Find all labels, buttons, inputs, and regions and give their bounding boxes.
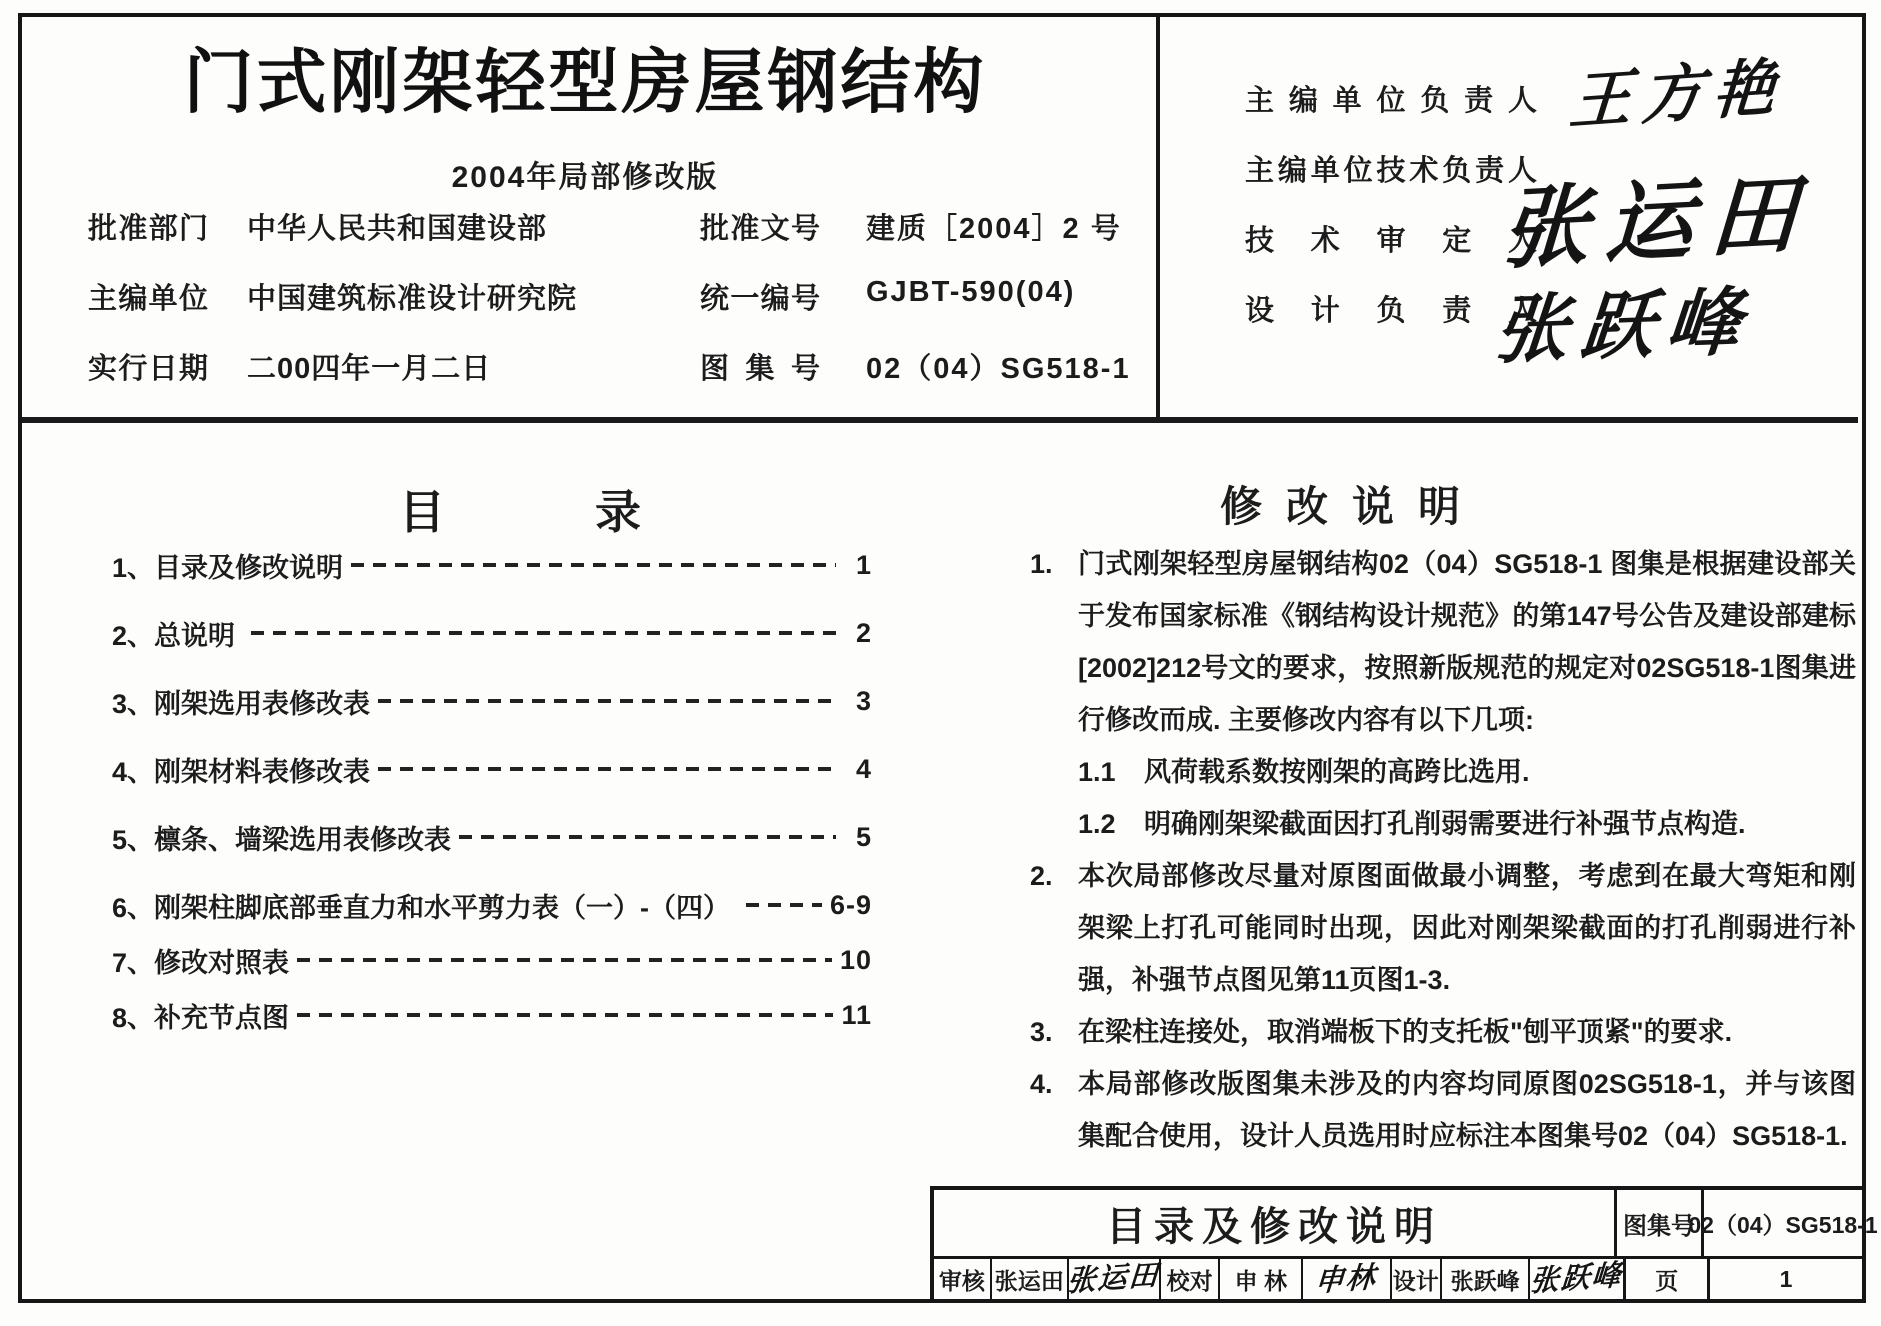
note-text: 明确刚架梁截面因打孔削弱需要进行补强节点构造. xyxy=(1144,809,1746,839)
note-item xyxy=(1030,1006,1856,1058)
review-name: 张跃峰 xyxy=(1440,1259,1529,1299)
titleblock-review-row xyxy=(934,1256,1862,1299)
titleblock-page-label: 页 xyxy=(1623,1259,1707,1299)
chief-unit-tech-head-label: 主编单位技术负责人 xyxy=(1245,155,1537,187)
toc-page-number: 10 xyxy=(839,944,872,975)
toc-leader xyxy=(351,563,836,567)
design-head-label: 设计负责人 xyxy=(1245,295,1537,327)
note-number: 1.1 xyxy=(1078,757,1116,787)
toc-title-char-2: 录 xyxy=(595,486,641,538)
toc-leader xyxy=(746,903,822,907)
toc-title xyxy=(260,476,780,542)
toc-item-label: 8、补充节点图 xyxy=(112,1002,290,1033)
titleblock-page-number: 1 xyxy=(1707,1259,1862,1299)
toc-leader xyxy=(378,767,836,771)
toc-item xyxy=(112,752,872,786)
unified-no-value: GJBT-590(04) xyxy=(866,276,1076,308)
toc-item-label: 3、刚架选用表修改表 xyxy=(112,688,371,719)
review-name: 申 林 xyxy=(1218,1259,1301,1299)
toc-page-number: 4 xyxy=(855,753,872,784)
info-row-date xyxy=(0,346,1156,386)
review-role: 设计 xyxy=(1390,1259,1440,1299)
review-name: 张运田 xyxy=(990,1259,1067,1299)
review-role: 审核 xyxy=(938,1267,985,1294)
toc-page-number: 1 xyxy=(855,549,872,580)
note-text: 本局部修改版图集未涉及的内容均同原图02SG518-1，并与该图集配合使用，设计人员选用时应标注本图集号02（04）SG518-1. xyxy=(1078,1069,1856,1151)
note-number: 3. xyxy=(1030,1017,1053,1047)
review-signature: 张跃峰 xyxy=(1529,1256,1625,1298)
toc-item xyxy=(112,943,872,977)
toc-item xyxy=(112,820,872,854)
note-item xyxy=(1030,1058,1856,1162)
note-text: 在梁柱连接处，取消端板下的支托板"刨平顶紧"的要求. xyxy=(1078,1017,1733,1047)
toc-leader xyxy=(297,1013,833,1017)
header-separator-rule xyxy=(22,417,1858,423)
chief-editor-label: 主编单位 xyxy=(88,283,208,315)
toc-page-number: 2 xyxy=(855,617,872,648)
chief-unit-head-label: 主编单位负责人 xyxy=(1245,85,1537,117)
info-row-editor xyxy=(0,276,1156,316)
chief-editor-value: 中国建筑标准设计研究院 xyxy=(247,283,578,315)
approval-doc-no-value: 建质［2004］2 号 xyxy=(866,213,1122,245)
toc-item xyxy=(112,888,872,922)
header-vertical-divider xyxy=(1156,17,1160,418)
toc-leader xyxy=(297,958,832,962)
sheet-title: 目录及修改说明 xyxy=(1106,1204,1442,1249)
review-role: 校对 xyxy=(1159,1259,1219,1299)
toc-item xyxy=(112,998,872,1032)
toc-page-number: 11 xyxy=(841,999,872,1030)
toc-leader xyxy=(378,699,836,703)
titleblock xyxy=(930,1186,1878,1303)
notes-title: 修改说明 xyxy=(1219,483,1484,530)
toc-item-label: 4、刚架材料表修改表 xyxy=(112,756,371,787)
toc-page-number: 6-9 xyxy=(829,889,872,920)
notes-list xyxy=(1030,538,1856,1162)
toc-item xyxy=(112,684,872,718)
tech-approver-signature: 张运田 xyxy=(1498,160,1817,282)
note-number: 1.2 xyxy=(1078,809,1116,839)
note-item xyxy=(1030,538,1856,746)
note-text: 本次局部修改尽量对原图面做最小调整，考虑到在最大弯矩和刚架梁上打孔可能同时出现，因此对刚架梁截面的打孔削弱进行补强，补强节点图见第11页图1-3. xyxy=(1078,861,1856,995)
toc-leader xyxy=(459,835,836,839)
design-head-signature: 张跃峰 xyxy=(1490,278,1757,375)
toc-title-char-1: 目 xyxy=(399,486,445,538)
toc-page-number: 5 xyxy=(855,821,872,852)
note-item xyxy=(1030,850,1856,1006)
toc-item xyxy=(112,616,872,650)
unified-no-label: 统一编号 xyxy=(700,283,820,315)
note-item xyxy=(1030,798,1856,850)
note-number: 1. xyxy=(1030,549,1053,579)
toc-item-label: 5、檩条、墙梁选用表修改表 xyxy=(112,824,452,855)
note-number: 4. xyxy=(1030,1069,1053,1099)
titleblock-atlas-no-value: 02（04）SG518-1 xyxy=(1701,1190,1862,1256)
titleblock-top-row xyxy=(934,1190,1878,1256)
page-subtitle: 2004年局部修改版 xyxy=(451,161,719,194)
info-row-approval xyxy=(0,206,1156,246)
chief-unit-head-signature: 王方艳 xyxy=(1567,49,1788,139)
toc-leader xyxy=(251,631,836,635)
toc-page-number: 3 xyxy=(855,685,872,716)
toc-item xyxy=(112,548,872,582)
effective-date-label: 实行日期 xyxy=(88,353,208,385)
note-item xyxy=(1030,746,1856,798)
page-title: 门式刚架轻型房屋钢结构 xyxy=(183,43,987,121)
titleblock-atlas-no-label: 图集号 xyxy=(1614,1190,1701,1256)
toc-item-label: 2、总说明 xyxy=(112,620,243,651)
tech-approver-label: 技术审定人 xyxy=(1245,225,1537,257)
atlas-no-value: 02（04）SG518-1 xyxy=(866,353,1131,385)
review-signature: 张运田 xyxy=(1065,1256,1162,1298)
approval-dept-label: 批准部门 xyxy=(88,213,208,245)
note-number: 2. xyxy=(1030,861,1053,891)
approval-doc-no-label: 批准文号 xyxy=(700,213,820,245)
toc-item-label: 1、目录及修改说明 xyxy=(112,552,344,583)
approval-dept-value: 中华人民共和国建设部 xyxy=(247,213,548,245)
atlas-no-label: 图集号 xyxy=(700,353,820,385)
effective-date-value: 二00四年一月二日 xyxy=(247,353,492,385)
note-text: 门式刚架轻型房屋钢结构02（04）SG518-1 图集是根据建设部关于发布国家标准《钢结构设计规范》的第147号公告及建设部建标[2002]212号文的要求，按照新版规范的规定对02SG518-1图集进行修改而成. 主要修改内容有以下几项: xyxy=(1078,549,1856,735)
note-text: 风荷载系数按刚架的高跨比选用. xyxy=(1144,757,1530,787)
toc-item-label: 6、刚架柱脚底部垂直力和水平剪力表（一）-（四） xyxy=(112,892,738,923)
toc-list xyxy=(112,548,872,1053)
toc-item-label: 7、修改对照表 xyxy=(112,947,290,978)
review-signature: 申林 xyxy=(1301,1259,1390,1299)
